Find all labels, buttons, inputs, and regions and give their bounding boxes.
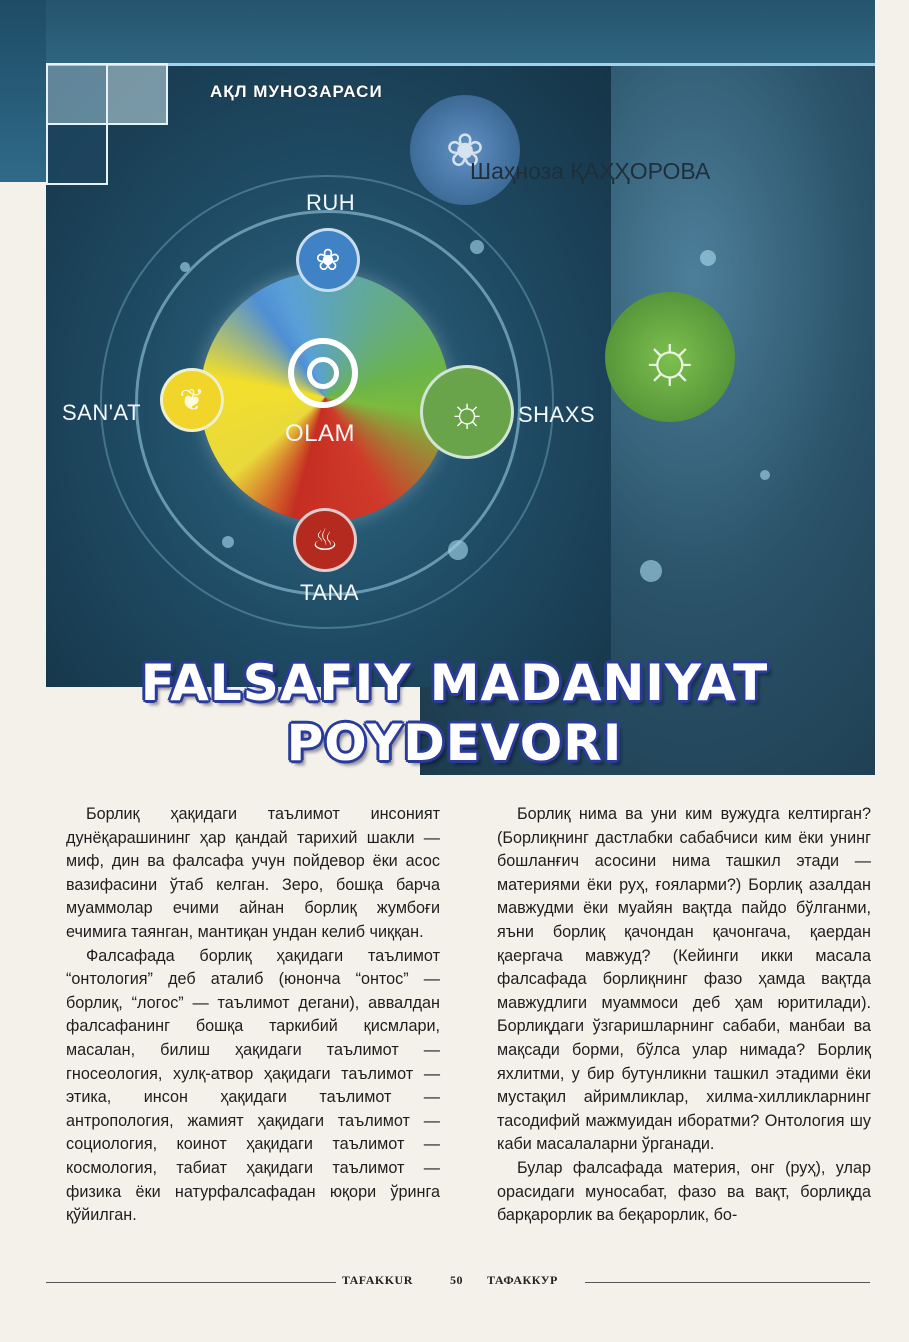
- label-ruh: RUH: [306, 190, 356, 215]
- fan-icon: ❦: [160, 368, 224, 432]
- ghost-lotus-icon: ❀: [410, 95, 520, 205]
- decor-square: [46, 123, 108, 185]
- article-column-right: [497, 803, 871, 1228]
- section-label: АҚЛ МУНОЗАРАСИ: [210, 82, 383, 101]
- decor-dot: [700, 250, 716, 266]
- label-sanat: SAN'AT: [62, 400, 141, 425]
- decor-dot: [760, 470, 770, 480]
- flame-icon: ♨: [293, 508, 357, 572]
- article-paragraph: Борлиқ нима ва уни ким вужудга келтирган? (Борлиқнинг дастлабки сабабчиси ким ёки унинг бошланғич асосини нима ташкил этади — материями ёки руҳ, ғояларми?) Борлиқ азалдан мавжудми ёки муайян вақтда пайдо бўлганми, яъни борлиқ қачондан қачонгача, қаердан қаергача мавжуд? (Кейинги икки масала фалсафада борлиқнинг фазо ҳамда вақтда мавжудлиги муаммоси деб ҳам юритилади). Борлиқдаги ўзгаришларнинг сабаби, манбаи ва мақсади борми, бўлса улар нимада? Борлиқ яхлитми, у бир бутунликни ташкил этадими ёки мустақил айримликлар, хилма-хилликларнинг тасодифий мажмуидан иборатми? Онтология шу каби масалаларни ўрганади.: [497, 805, 871, 1154]
- header-left-strip: [0, 0, 46, 182]
- footer-rule-left: [46, 1282, 336, 1283]
- lotus-icon: ❀: [296, 228, 360, 292]
- sun-icon: ☼: [420, 365, 514, 459]
- decor-square: [106, 63, 168, 125]
- label-olam: OLAM: [285, 420, 356, 447]
- footer-brand-cyrillic: ТАФАККУР: [487, 1273, 558, 1287]
- page-number: 50: [450, 1273, 463, 1287]
- article-title-line-2: POYDEVORI: [286, 714, 623, 772]
- decor-dot: [640, 560, 662, 582]
- label-tana: TANA: [300, 580, 360, 605]
- article-paragraph: Булар фалсафада материя, онг (руҳ), улар орасидаги муносабат, фазо ва вақт, борлиқда барқарорлик ва беқарорлик, бо-: [497, 1158, 871, 1225]
- sun-face-icon: ☼: [605, 292, 735, 422]
- author-name: Шаҳноза ҚАҲҲОРОВА: [470, 158, 711, 184]
- article-paragraph: Фалсафада борлиқ ҳақидаги таълимот “онтология” деб аталиб (юнонча “онтос” — борлиқ, “логос” — таълимот дегани), аввалдан фалсафанинг бошқа таркибий қисмлари, масалан, билиш ҳақидаги таълимот — гносеология, хулқ-атвор ҳақидаги таълимот — этика, инсон ҳақидаги таълимот — антропология, жамият ҳақидаги таълимот — социология, коинот ҳақидаги таълимот — космология, табиат ҳақидаги таълимот — физика ёки натурфалсафадан юқори ўринга қўйилган.: [66, 946, 440, 1225]
- olam-symbol-icon: [288, 338, 358, 408]
- article-column-left: [66, 803, 440, 1228]
- label-shaxs: SHAXS: [518, 402, 596, 427]
- footer-brand-latin: TAFAKKUR: [342, 1273, 413, 1287]
- decor-square: [46, 63, 108, 125]
- header-rule: [46, 63, 875, 66]
- article-paragraph: Борлиқ ҳақидаги таълимот инсоният дунёқарашининг ҳар қандай тарихий шакли — миф, дин ва фалсафа учун пойдевор ёки асос вазифасини ўтаб келган. Зеро, бошқа барча муаммолар ечими айнан борлиқ жумбоғи ечимига таянган, мантиқан ундан келиб чиққан.: [66, 805, 440, 941]
- article-title-line-1: FALSAFIY MADANIYAT: [140, 654, 769, 712]
- footer-rule-right: [585, 1282, 870, 1283]
